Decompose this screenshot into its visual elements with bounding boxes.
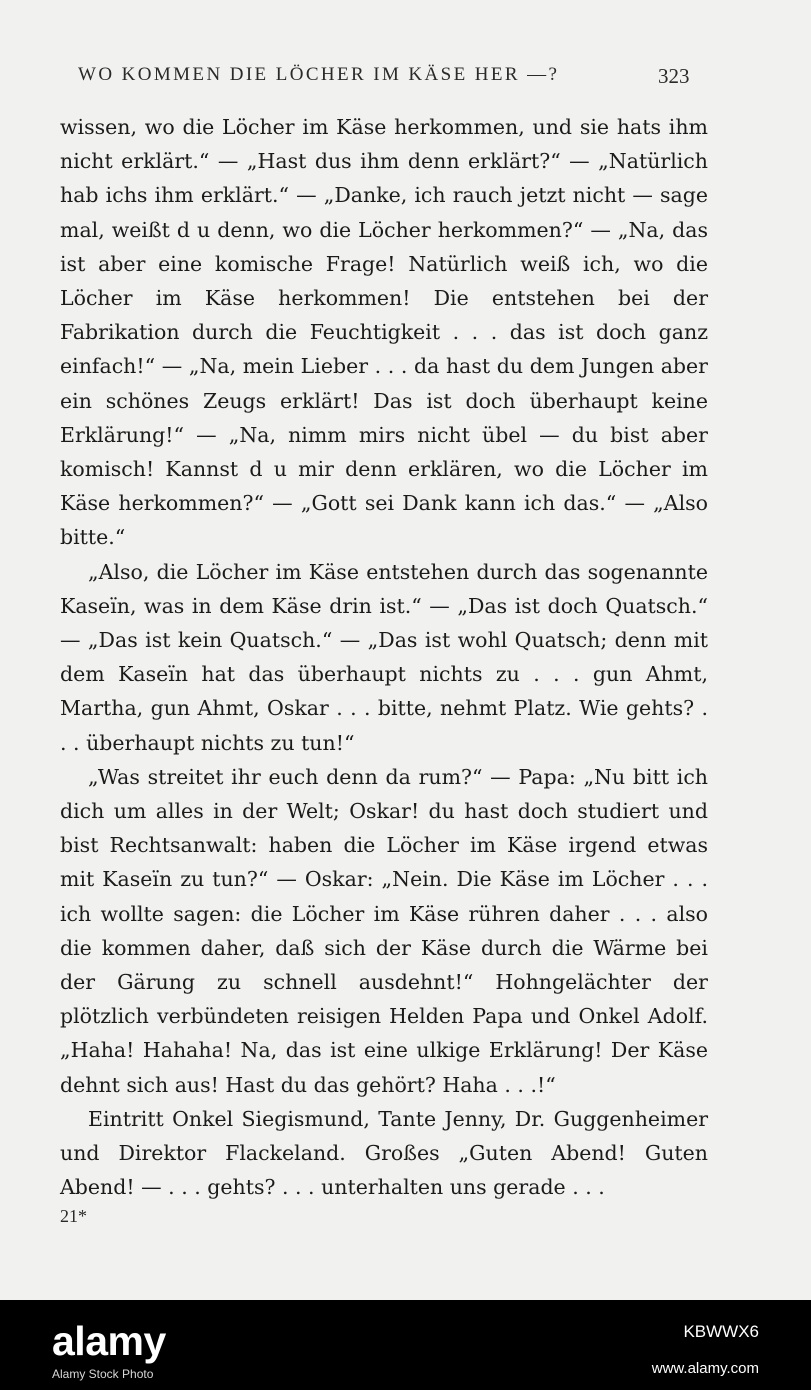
running-head: WO KOMMEN DIE LÖCHER IM KÄSE HER —? <box>78 64 560 85</box>
paragraph: Eintritt Onkel Siegismund, Tante Jenny, Dr. Guggenheimer und Direktor Flackeland. Großes „Guten Abend! Guten Abend! — . . . gehts? . . . unterhalten uns gerade . . . <box>60 1106 708 1200</box>
page-number: 323 <box>658 64 690 88</box>
body-text <box>60 110 708 1205</box>
site-url: www.alamy.com <box>651 1360 759 1377</box>
paragraph: „Was streitet ihr euch denn da rum?“ — Papa: „Nu bitt ich dich um alles in der Welt; Oskar! du hast doch studiert und bist Rechtsanwalt: haben die Löcher im Käse irgend etwas mit Kaseïn zu tun?“ — Oskar: „Nein. Die Käse im Löcher . . . ich wollte sagen: die Löcher im Käse rühren daher . . . also die kommen daher, daß sich der Käse durch die Wärme bei der Gärung zu schnell ausdehnt!“ Hohngelächter der plötzlich verbündeten reisigen Helden Papa und Onkel Adolf. „Haha! Hahaha! Na, das ist eine ulkige Erklärung! Der Käse dehnt sich aus! Hast du das gehört? Haha . . .!“ <box>60 764 708 1097</box>
image-code: KBWWX6 <box>683 1322 759 1341</box>
signature-mark: 21* <box>60 1206 87 1226</box>
paragraph: „Also, die Löcher im Käse entstehen durch das sogenannte Kaseïn, was in dem Käse drin ist.“ — „Das ist doch Quatsch.“ — „Das ist kein Quatsch.“ — „Das ist wohl Quatsch; denn mit dem Kaseïn hat das überhaupt nichts zu . . . gun Ahmt, Martha, gun Ahmt, Oskar . . . bitte, nehmt Platz. Wie gehts? . . . überhaupt nichts zu tun!“ <box>60 559 708 755</box>
brand-logo: alamy <box>52 1318 166 1364</box>
paragraph: wissen, wo die Löcher im Käse herkommen, und sie hats ihm nicht erklärt.“ — „Hast dus ihm denn erklärt?“ — „Natürlich hab ichs ihm erklärt.“ — „Danke, ich rauch jetzt nicht — sage mal, weißt d u denn, wo die Löcher herkommen?“ — „Na, das ist aber eine komische Frage! Natürlich weiß ich, wo die Löcher im Käse herkommen! Die entstehen bei der Fabrikation durch die Feuchtigkeit . . . das ist doch ganz einfach!“ — „Na, mein Lieber . . . da hast du dem Jungen aber ein schönes Zeugs erklärt! Das ist doch überhaupt keine Erklärung!“ — „Na, nimm mirs nicht übel — du bist aber komisch! Kannst d u mir denn erklären, wo die Löcher im Käse herkommen?“ — „Gott sei Dank kann ich das.“ — „Also bitte.“ <box>60 115 708 550</box>
watermark-footer <box>0 1300 811 1390</box>
brand-subtitle: Alamy Stock Photo <box>52 1367 154 1381</box>
